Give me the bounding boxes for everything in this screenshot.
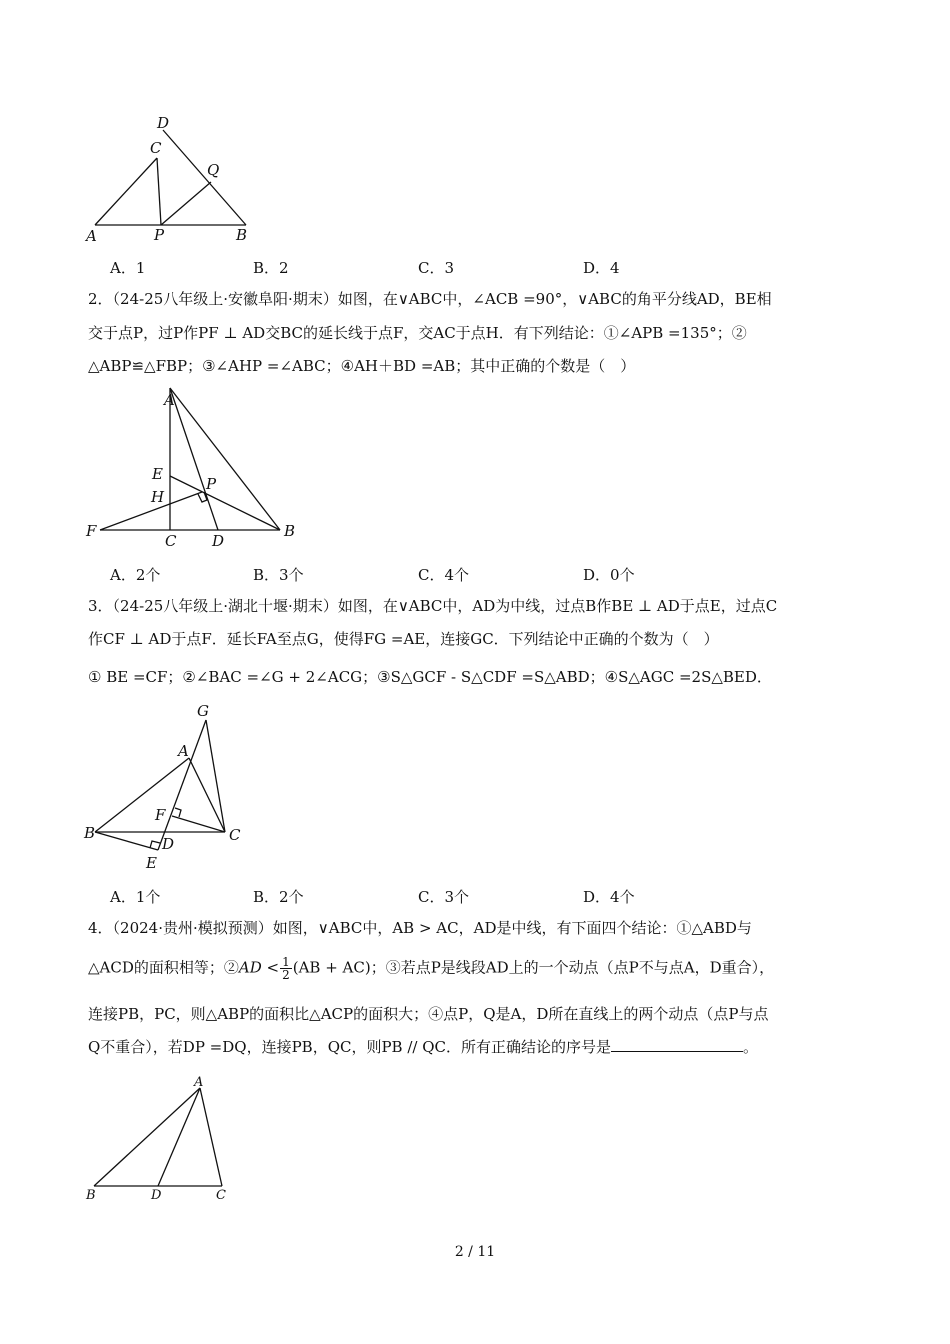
- q4-fraction-denominator: 2: [282, 968, 290, 982]
- q4-stem-line1: 4．（2024·贵州·模拟预测）如图，∨ABC中，AB > AC，AD是中线，有下面四个结论：①△ABD与: [88, 919, 752, 937]
- fig1-label-q: Q: [207, 161, 220, 179]
- fig2-label-c: C: [165, 532, 177, 550]
- fig3-label-e: E: [146, 854, 157, 872]
- page-number: 2 / 11: [454, 1244, 496, 1260]
- fig2-label-p: P: [206, 475, 217, 493]
- fig3-label-g: G: [197, 702, 209, 720]
- fig4-label-d: D: [151, 1188, 162, 1203]
- q4-stem-line3: 连接PB，PC，则△ABP的面积比△ACP的面积大；④点P，Q是A，D所在直线上的两个动点（点P与点: [88, 1005, 769, 1023]
- q1-option-a[interactable]: A．1: [110, 259, 146, 277]
- fig2-label-h: H: [151, 488, 165, 506]
- q4-stem-line2-end: (AB + AC)；③若点P是线段AD上的一个动点（点P不与点A，D重合），: [292, 958, 775, 977]
- fig2-label-a: A: [164, 391, 175, 409]
- q4-fraction-numerator: 1: [282, 955, 290, 969]
- q4-inequality-lhs: AD <: [238, 958, 280, 977]
- fig4-label-c: C: [216, 1188, 226, 1203]
- q1-option-c[interactable]: C．3: [418, 259, 455, 277]
- fig1-label-a: A: [86, 227, 97, 245]
- q3-option-a[interactable]: A．1个: [110, 888, 161, 906]
- q1-option-d[interactable]: D．4: [583, 259, 620, 277]
- fig4-label-b: B: [86, 1188, 96, 1203]
- fig3-label-f: F: [155, 806, 166, 824]
- q3-stem-line3: ① BE =CF；②∠BAC =∠G + 2∠ACG；③S△GCF - S△CDF =S△ABD；④S△AGC =2S△BED．: [88, 668, 772, 686]
- fig3-label-a: A: [178, 742, 189, 760]
- fig1-label-d: D: [157, 114, 170, 132]
- q4-stem-line4-text: Q不重合），若DP =DQ，连接PB，QC，则PB // QC．所有正确结论的序号是: [88, 1038, 612, 1056]
- fig4-segment-ab: [94, 1088, 200, 1186]
- q4-stem-line4-end: 。: [743, 1038, 759, 1056]
- q3-option-c[interactable]: C．3个: [418, 888, 470, 906]
- fig2-label-b: B: [284, 522, 296, 540]
- q2-option-c[interactable]: C．4个: [418, 566, 470, 584]
- q4-stem-line2-start: △ACD的面积相等；②: [88, 958, 239, 977]
- q1-option-b[interactable]: B．2: [253, 259, 289, 277]
- fig1-label-p: P: [154, 226, 165, 244]
- q3-stem-line1: 3．（24-25八年级上·湖北十堰·期末）如图，在∨ABC中，AD为中线，过点B作BE ⊥ AD于点E，过点C: [88, 597, 778, 615]
- q2-stem-line2: 交于点P，过P作PF ⊥ AD交BC的延长线于点F，交AC于点H．有下列结论：①∠APB =135°；②: [88, 324, 747, 342]
- fig3-label-c: C: [229, 826, 241, 844]
- q2-stem-line1: 2．（24-25八年级上·安徽阜阳·期末）如图，在∨ABC中，∠ACB =90°，∨ABC的角平分线AD，BE相: [88, 290, 772, 308]
- fig2-label-e: E: [152, 465, 163, 483]
- fig1-label-b: B: [236, 226, 248, 244]
- fig1-label-c: C: [150, 139, 162, 157]
- fig4-segment-ad: [158, 1088, 200, 1186]
- q2-option-d[interactable]: D．0个: [583, 566, 635, 584]
- q3-option-b[interactable]: B．2个: [253, 888, 304, 906]
- q2-option-b[interactable]: B．3个: [253, 566, 304, 584]
- q3-stem-line2: 作CF ⊥ AD于点F．延长FA至点G，使得FG =AE，连接GC．下列结论中正确的个数为（ ）: [88, 630, 719, 648]
- q2-stem-line3: △ABP≌△FBP；③∠AHP =∠ABC；④AH＋BD =AB；其中正确的个数是（ ）: [88, 357, 636, 375]
- fig3-label-b: B: [84, 824, 96, 842]
- fig2-label-d: D: [212, 532, 225, 550]
- q2-option-a[interactable]: A．2个: [110, 566, 161, 584]
- fig3-label-d: D: [162, 835, 175, 853]
- fig4-segment-ac: [200, 1088, 222, 1186]
- fig2-label-f: F: [86, 522, 97, 540]
- q3-option-d[interactable]: D．4个: [583, 888, 635, 906]
- fig4-label-a: A: [194, 1075, 204, 1090]
